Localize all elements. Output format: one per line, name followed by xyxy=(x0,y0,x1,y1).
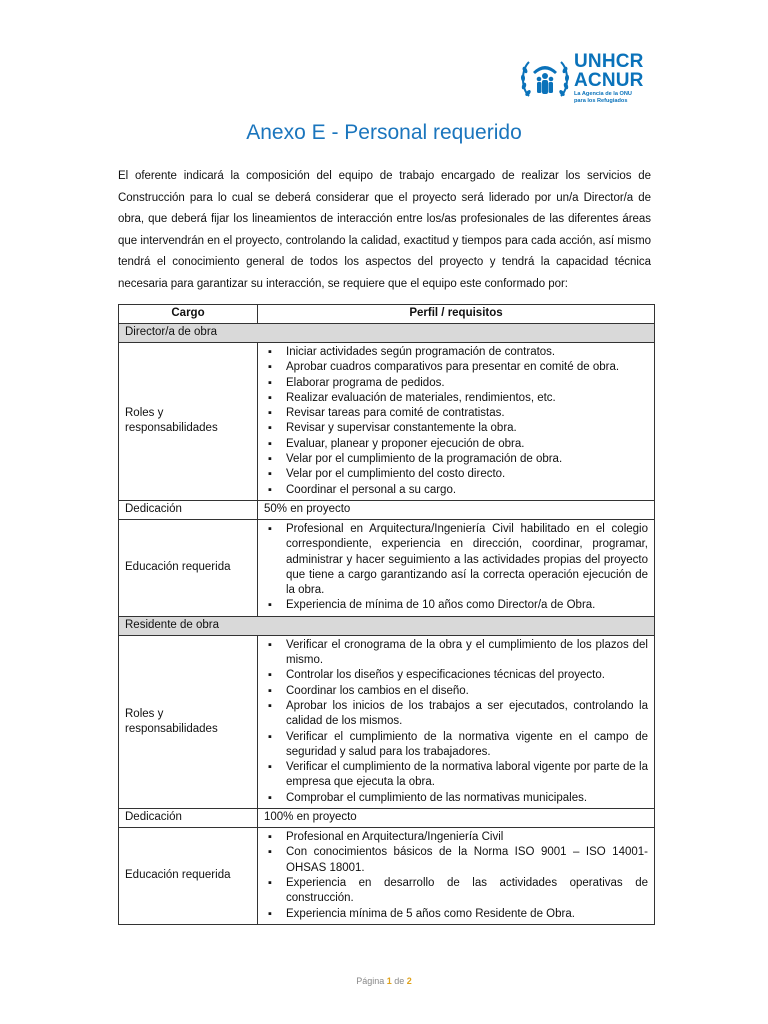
list-item: ▪ Verificar el cumplimiento de la normativa laboral vigente por parte de la empresa que ejecuta la obra. xyxy=(264,760,648,791)
list-item: ▪ Experiencia de mínima de 10 años como Director/a de Obra. xyxy=(264,598,648,613)
row-label: Dedicación xyxy=(119,809,258,828)
table-row xyxy=(119,343,655,501)
section-row-director xyxy=(119,324,655,343)
table-row xyxy=(119,635,655,808)
list-item: ▪ Profesional en Arquitectura/Ingeniería Civil habilitado en el colegio correspondiente, experiencia en dirección, coordinar, programar, administrar y hacer seguimiento a las actividades propias del proyecto que tiene a cargo garantizando así la correcta operación ejecución de la obra. xyxy=(264,522,648,598)
header-perfil: Perfil / requisitos xyxy=(258,305,655,324)
logo-unhcr: UNHCR xyxy=(574,50,644,72)
table-row xyxy=(119,500,655,519)
list-item: ▪ Evaluar, planear y proponer ejecución de obra. xyxy=(264,437,648,452)
footer-middle: de xyxy=(391,976,407,986)
list-item: ▪ Controlar los diseños y especificaciones técnicas del proyecto. xyxy=(264,668,648,683)
page-footer xyxy=(0,976,768,986)
logo-wordmark xyxy=(574,52,644,105)
row-content xyxy=(258,343,655,501)
footer-page-number: 1 xyxy=(386,976,392,986)
section-row-residente xyxy=(119,616,655,635)
list-item: ▪ Revisar y supervisar constantemente la obra. xyxy=(264,421,648,436)
row-label: Roles y responsabilidades xyxy=(119,635,258,808)
header-cargo: Cargo xyxy=(119,305,258,324)
table-header-row xyxy=(119,305,655,324)
list-item: ▪ Aprobar los inicios de los trabajos a ser ejecutados, controlando la calidad de los mismos. xyxy=(264,699,648,730)
unhcr-emblem-icon xyxy=(519,52,571,104)
logo-acnur: ACNUR xyxy=(574,69,644,91)
list-item: ▪ Coordinar los cambios en el diseño. xyxy=(264,684,648,699)
list-item: ▪ Iniciar actividades según programación de contratos. xyxy=(264,345,648,360)
bullet-list xyxy=(264,343,648,500)
row-content: 100% en proyecto xyxy=(258,809,655,828)
row-content xyxy=(258,828,655,925)
table-row xyxy=(119,828,655,925)
bullet-list xyxy=(264,520,648,616)
row-content xyxy=(258,635,655,808)
list-item: ▪ Coordinar el personal a su cargo. xyxy=(264,483,648,498)
list-item: ▪ Profesional en Arquitectura/Ingeniería Civil xyxy=(264,830,648,845)
bullet-list xyxy=(264,636,648,808)
list-item: ▪ Velar por el cumplimiento de la programación de obra. xyxy=(264,452,648,467)
table-row xyxy=(119,519,655,616)
list-item: ▪ Experiencia en desarrollo de las actividades operativas de construcción. xyxy=(264,876,648,907)
page-title: Anexo E - Personal requerido xyxy=(246,121,522,144)
footer-page-total: 2 xyxy=(406,976,412,986)
list-item: ▪ Verificar el cronograma de la obra y el cumplimiento de los plazos del mismo. xyxy=(264,638,648,669)
row-content: 50% en proyecto xyxy=(258,500,655,519)
list-item: ▪ Aprobar cuadros comparativos para presentar en comité de obra. xyxy=(264,360,648,375)
list-item: ▪ Comprobar el cumplimiento de las normativas municipales. xyxy=(264,791,648,806)
row-label: Educación requerida xyxy=(119,828,258,925)
section-title: Director/a de obra xyxy=(119,324,655,343)
row-content xyxy=(258,519,655,616)
list-item: ▪ Con conocimientos básicos de la Norma ISO 9001 – ISO 14001- OHSAS 18001. xyxy=(264,845,648,876)
list-item: ▪ Verificar el cumplimiento de la normativa vigente en el campo de seguridad y salud para los trabajadores. xyxy=(264,730,648,761)
logo-tagline-1: La Agencia de la ONU xyxy=(574,90,632,97)
row-label: Educación requerida xyxy=(119,519,258,616)
list-item: ▪ Experiencia mínima de 5 años como Residente de Obra. xyxy=(264,907,648,922)
list-item: ▪ Realizar evaluación de materiales, rendimientos, etc. xyxy=(264,391,648,406)
intro-paragraph: El oferente indicará la composición del equipo de trabajo encargado de realizar los servicios de Construcción para lo cual se deberá considerar que el proyecto será liderado por un/a Director/a de obra, que deberá fijar los lineamientos de interacción entre los/as profesionales de las diferentes áreas que intervendrán en el proyecto, controlando la calidad, exactitud y tiempos para cada acción, así mismo tendrá el conocimiento general de todos los aspectos del proyecto y tendrá la capacidad técnica necesaria para garantizar su interacción, se requiere que el equipo este conformado por: xyxy=(118,170,651,290)
unhcr-logo xyxy=(519,52,651,104)
row-label: Dedicación xyxy=(119,500,258,519)
personnel-table xyxy=(118,304,655,925)
list-item: ▪ Velar por el cumplimiento del costo directo. xyxy=(264,467,648,482)
list-item: ▪ Elaborar programa de pedidos. xyxy=(264,376,648,391)
logo-tagline-2: para los Refugiados xyxy=(574,98,628,104)
list-item: ▪ Revisar tareas para comité de contratistas. xyxy=(264,406,648,421)
footer-prefix: Página xyxy=(356,976,387,986)
bullet-list xyxy=(264,828,648,924)
row-label: Roles y responsabilidades xyxy=(119,343,258,501)
section-title: Residente de obra xyxy=(119,616,655,635)
table-row xyxy=(119,809,655,828)
